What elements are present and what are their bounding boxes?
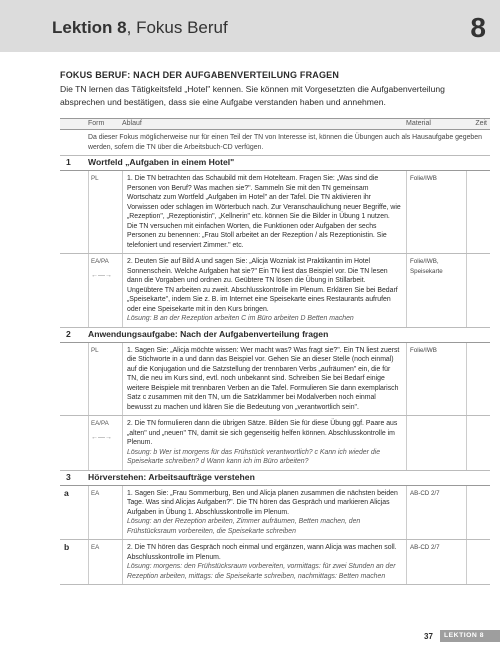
row-ablauf (122, 171, 406, 253)
row-text: 1. Sagen Sie: „Frau Sommerburg, Ben und Alicja planen zusammen die nächsten beiden Tage. Was sind Alicjas Aufgaben?". Die TN hören das Gespräch und markieren Alicjas Aufgaben in Übung 1. Abschlusskontrolle im Plenum. (127, 489, 398, 516)
table-row (60, 343, 490, 417)
row-material: AB-CD 2/7 (406, 540, 466, 584)
arrow-icon: ←—→ (91, 271, 112, 279)
row-ablauf (122, 540, 406, 584)
row-text: 1. Die TN betrachten das Schaubild mit dem Hotelteam. Fragen Sie: „Was sind die Personen von Beruf? Was machen sie?". Sammeln Sie mit den TN gemeinsam Wortschatz zum Wortfeld „Aufgaben im Hotel" an der Tafel. Die TN aktivieren ihr Vorwissen oder schlagen im Wörterbuch nach. Zur Veranschaulichung neuer Begriffe, wie „Rezeption", „Rezeptionistin", „Kellnerin" etc. können Sie die Bilder in Übung 1 nutzen. Die TN versuchen mit einfachen Worten, die Funktionen oder Aufgaben der sechs Personen zu benennen: „Frau Stoll arbeitet an der Rezeption / als Rezeptionistin. Sie telefoniert und reserviert Zimmer." etc. (127, 175, 401, 249)
row-material (406, 416, 466, 470)
lesson-title: Lektion 8, Fokus Beruf (52, 18, 228, 37)
section-number: 1 (66, 157, 71, 168)
section-row (60, 471, 490, 486)
page-number: 37 (424, 632, 433, 641)
row-solution: Lösung: b Wer ist morgens für das Frühstück verantwortlich? c Kann ich wieder die Speisekarte schreiben? d Wann kann ich im Büro arbeiten? (127, 448, 381, 465)
row-zeit (466, 416, 490, 470)
row-ablauf (122, 254, 406, 327)
table-row (60, 486, 490, 541)
row-label (60, 343, 88, 416)
header-ablauf: Ablauf (122, 120, 142, 128)
row-material: Folie/IWB (406, 343, 466, 416)
row-solution: Lösung: B an der Rezeption arbeiten C im Büro arbeiten D Betten machen (127, 315, 354, 322)
section-title: Anwendungsaufgabe: Nach der Aufgabenverteilung fragen (88, 328, 329, 339)
table-row (60, 171, 490, 254)
row-label (60, 171, 88, 253)
row-zeit (466, 343, 490, 416)
row-form: PL (88, 171, 122, 253)
row-solution: Lösung: an der Rezeption arbeiten, Zimmer aufräumen, Betten machen, den Frühstücksraum vorbereiten, die Speisekarte schreiben (127, 518, 361, 535)
row-ablauf (122, 343, 406, 416)
row-text: 2. Die TN formulieren dann die übrigen Sätze. Bilden Sie für diese Übung ggf. Paare aus „alten" und „neuen" TN, damit sie sich gegenseitig helfen können. Abschlusskontrolle im Plenum. (127, 420, 398, 446)
table-row (60, 254, 490, 328)
section-heading: FOKUS BERUF: NACH DER AUFGABENVERTEILUNG FRAGEN (60, 70, 340, 80)
table-header (60, 118, 490, 130)
row-form: EA/PA ←—→ (88, 254, 122, 327)
row-label (60, 416, 88, 470)
section-title: Hörverstehen: Arbeitsaufträge verstehen (88, 471, 255, 482)
section-number: 3 (66, 471, 71, 482)
arrow-icon: ←—→ (91, 433, 112, 441)
row-label: b (64, 542, 70, 552)
row-zeit (466, 486, 490, 540)
row-label: a (64, 487, 69, 498)
row-text: 1. Sagen Sie: „Alicja möchte wissen: Wer macht was? Was fragt sie?". Ein TN liest zuerst die Stichworte in a und dann das Beispiel vor. Gehen Sie an dieser Stelle (noch einmal) auf die Konjugation und die Satzstellung der trennbaren Verbs „aufräumen" ein, die für TN, die neu im Kurs sind, evtl. noch unbekannt sind. Schreiben Sie bei Bedarf einige weitere Beispiele mit trennbaren Verben an die Tafel. Formulieren Sie dann exemplarisch Satz c zusammen mit den TN, um die Satzklammer bei Modalverben noch einmal bewusst zu machen und klären Sie die Bedeutung von „verantwortlich sein". (127, 346, 400, 411)
row-solution: Lösung: morgens: den Frühstücksraum vorbereiten, vormittags: für zwei Stunden an der Rezeption arbeiten, mittags: die Speisekarte schreiben, nachmittags: Betten machen (127, 563, 396, 580)
header-material: Material (406, 120, 431, 128)
row-ablauf (122, 416, 406, 470)
section-title: Wortfeld „Aufgaben in einem Hotel" (88, 157, 235, 168)
row-form: PL (88, 343, 122, 416)
table-note: Da dieser Fokus möglicherweise nur für einen Teil der TN von Interesse ist, können die Übungen auch als Hausaufgabe gegeben werden, sofern die TN über die Arbeitsbuch-CD verfügen. (60, 130, 490, 156)
row-form: EA (88, 486, 122, 540)
row-text: 2. Deuten Sie auf Bild A und sagen Sie: „Alicja Wozniak ist Praktikantin im Hotel Sonnenschein. Welche Aufgaben hat sie?" Ein TN liest das Beispiel vor. Die TN lesen dann die Vorgaben und ordnen zu. Geübtere TN lösen die Übung in Stillarbeit. Ungeübtere TN arbeiten zu zweit. Abschlusskontrolle im Plenum. Erklären Sie bei Bedarf „Speisekarte", indem Sie z. B. im Internet eine Speisekarte eines Restaurants aufrufen oder eine Speisekarte mit in den Kurs bringen. (127, 258, 398, 313)
row-material: Folie/IWB (406, 171, 466, 253)
lesson-tag: LEKTION 8 (440, 630, 500, 642)
row-zeit (466, 540, 490, 584)
table-row (60, 540, 490, 585)
row-label (60, 254, 88, 327)
section-row (60, 156, 490, 171)
section-number: 2 (66, 328, 71, 339)
section-row (60, 328, 490, 343)
lesson-plan-table (60, 118, 490, 585)
page-footer (0, 630, 500, 644)
row-zeit (466, 171, 490, 253)
header-form: Form (88, 120, 105, 128)
table-row (60, 416, 490, 471)
row-form: EA/PA ←—→ (88, 416, 122, 470)
page-header (0, 0, 500, 52)
row-material: Folie/IWB, Speisekarte (406, 254, 466, 327)
row-ablauf (122, 486, 406, 540)
row-zeit (466, 254, 490, 327)
row-text: 2. Die TN hören das Gespräch noch einmal und ergänzen, wann Alicja was machen soll. Abschlusskontrolle im Plenum. (127, 544, 397, 561)
header-zeit: Zeit (475, 120, 487, 128)
row-form: EA (88, 540, 122, 584)
intro-paragraph: Die TN lernen das Tätigkeitsfeld „Hotel" kennen. Sie können mit Vorgesetzten die Aufgabenverteilung absprechen und bestätigen, dass sie eine Aufgabe verstanden haben und annehmen. (60, 84, 445, 107)
row-material: AB-CD 2/7 (406, 486, 466, 540)
lesson-number: 8 (470, 12, 486, 43)
